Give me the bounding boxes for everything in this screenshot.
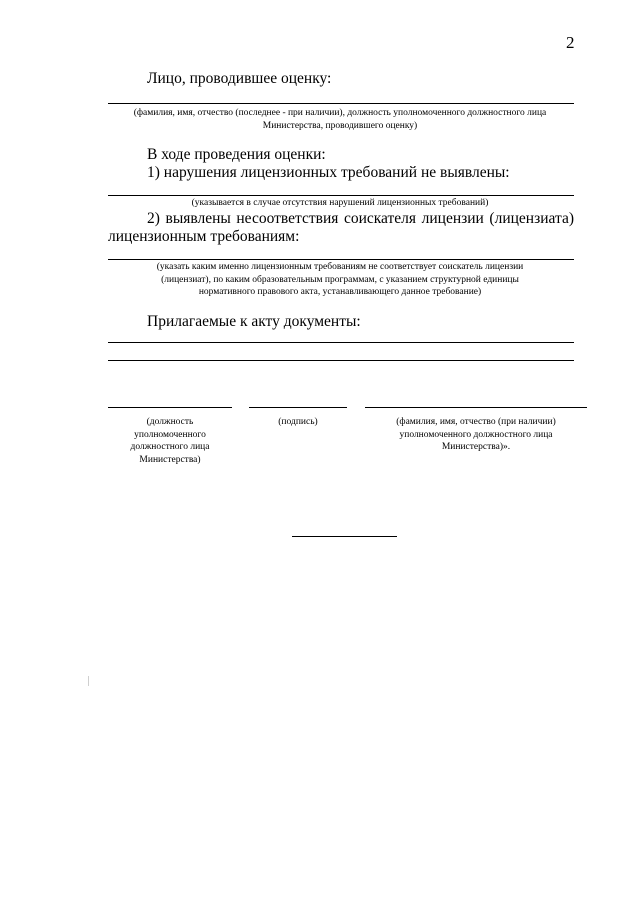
attachments-label: Прилагаемые к акту документы: bbox=[147, 313, 361, 330]
assessor-hint-line2: Министерства, проводившего оценку) bbox=[262, 120, 418, 131]
position-caption-line1: (должность bbox=[146, 417, 194, 427]
position-fill-line[interactable] bbox=[108, 407, 232, 408]
name-caption-line2: уполномоченного должностного лица bbox=[399, 429, 553, 440]
name-caption bbox=[365, 416, 587, 454]
assessment-item2-line2: лицензионным требованиям: bbox=[108, 228, 300, 245]
position-caption-line3: должностного лица bbox=[130, 442, 210, 452]
assessor-fill-line[interactable] bbox=[108, 103, 574, 104]
name-caption-line3: Министерства)». bbox=[441, 442, 511, 452]
name-fill-line[interactable] bbox=[365, 407, 587, 408]
position-caption-line4: Министерства) bbox=[139, 454, 201, 465]
closing-separator bbox=[292, 536, 397, 537]
assessor-hint bbox=[100, 107, 580, 132]
attachments-fill-line-1[interactable] bbox=[108, 342, 574, 343]
scan-artifact bbox=[88, 676, 89, 686]
position-caption-line2: уполномоченного bbox=[134, 429, 206, 440]
signature-caption: (подпись) bbox=[278, 417, 318, 427]
item2-hint-line3: нормативного правового акта, устанавливающего данное требование) bbox=[198, 287, 482, 297]
signature-fill-line[interactable] bbox=[249, 407, 347, 408]
item1-fill-line[interactable] bbox=[108, 195, 574, 196]
assessor-label: Лицо, проводившее оценку: bbox=[147, 70, 332, 87]
item2-fill-line[interactable] bbox=[108, 259, 574, 260]
item1-hint: (указывается в случае отсутствия нарушений лицензионных требований) bbox=[191, 198, 489, 208]
position-caption bbox=[108, 416, 232, 466]
attachments-fill-line-2[interactable] bbox=[108, 360, 574, 361]
assessment-intro: В ходе проведения оценки: bbox=[147, 146, 326, 163]
assessment-item2-line1: 2) выявлены несоответствия соискателя лицензии (лицензиата) bbox=[147, 210, 574, 227]
assessor-hint-line1: (фамилия, имя, отчество (последнее - при наличии), должность уполномоченного должностного лица bbox=[133, 108, 547, 118]
item2-hint-line2: (лицензиат), по каким образовательным программам, с указанием структурной единицы bbox=[161, 274, 519, 285]
assessment-item1: 1) нарушения лицензионных требований не выявлены: bbox=[147, 164, 510, 181]
name-caption-line1: (фамилия, имя, отчество (при наличии) bbox=[396, 417, 556, 427]
item2-hint-line1: (указать каким именно лицензионным требованиям не соответствует соискатель лицензии bbox=[156, 262, 524, 272]
item2-hint bbox=[100, 261, 580, 299]
page-number: 2 bbox=[566, 33, 575, 52]
